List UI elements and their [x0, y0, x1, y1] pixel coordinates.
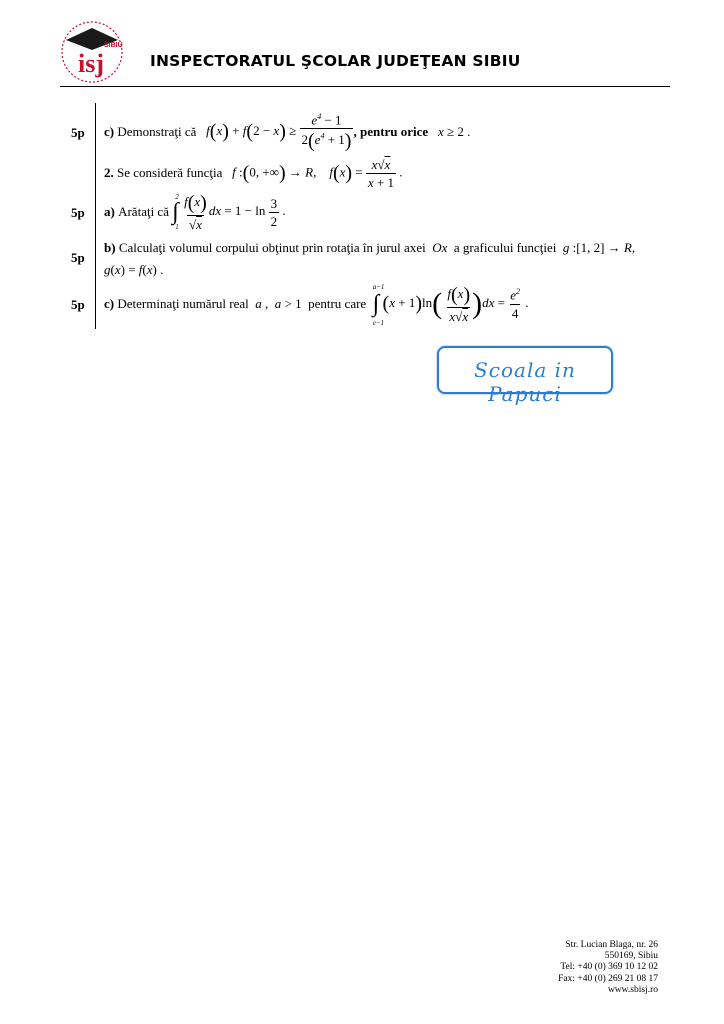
footer-street: Str. Lucian Blaga, nr. 26 — [565, 940, 658, 950]
logo-brand: SIBIU — [104, 42, 123, 49]
item-b — [104, 237, 664, 281]
points-c1: 5p — [71, 125, 85, 140]
isj-logo — [52, 14, 132, 86]
footer-website: www.sbisj.ro — [607, 984, 658, 995]
integral-c2: ∫ a−1 e−1 (x + 1)ln( $\frac{f(x)}{x√x}$ )dx = $\frac{e^2}{4}$ . — [372, 283, 529, 327]
points-a: 5p — [71, 205, 85, 220]
item-b-text2: a graficului funcţiei — [453, 240, 557, 255]
watermark-stamp — [437, 346, 613, 406]
c1-formula: f(x) + f(2 − x) ≥ $\frac{e^4 - 1}{2(e^4 + 1)}$ — [206, 111, 352, 153]
points-c2: 5p — [71, 297, 85, 312]
item-c1-label: c) — [104, 124, 115, 139]
logo-letters: isj — [78, 49, 104, 78]
item-a-label: a) — [104, 204, 115, 219]
function-definition: f :(0, +∞) → R, f(x) = $\frac{x√x}{x + 1}$ . — [232, 156, 403, 190]
footer-tel: Tel: +40 (0) 369 10 12 02 — [560, 962, 658, 973]
item-2-label: 2. — [104, 165, 114, 180]
watermark-text: Scoala in Papuci — [474, 358, 576, 406]
item-c1-tail: , pentru orice — [353, 124, 429, 139]
points-b: 5p — [71, 250, 85, 265]
axis-name: Ox — [432, 240, 448, 255]
item-c2: c) Determinaţi numărul real a , a > 1 pentru care ∫ a−1 e−1 (x + 1)ln( $\frac{f(x)}{x√x}$ )dx = $\frac{e^2}{4}$ . — [104, 283, 529, 327]
header-divider — [60, 86, 670, 87]
footer-fax: Fax: +40 (0) 269 21 08 17 — [558, 973, 658, 984]
item-c2-label: c) — [104, 296, 115, 311]
points-column-divider — [95, 103, 96, 329]
item-a — [104, 192, 286, 232]
item-c2-text: Determinaţi numărul real — [117, 296, 249, 311]
footer-address — [558, 940, 658, 996]
item-2 — [104, 155, 403, 191]
item-c1: c) Demonstraţi că f(x) + f(2 − x) ≥ $\frac{e^4 - 1}{2(e^4 + 1)}$ , pentru orice x ≥ 2 . — [104, 111, 471, 153]
item-c1-text: Demonstraţi că — [117, 124, 197, 139]
item-b-label: b) — [104, 240, 116, 255]
item-b-text: Calculaţi volumul corpului obţinut prin rotaţia în jurul axei — [118, 240, 426, 255]
integral-a: ∫ 2 1 $\frac{f(x)}{√x}$ dx = 1 − ln $\frac{3}{2}$ . — [172, 192, 286, 232]
function-g-domain: g :[1, 2] → R, — [562, 240, 636, 255]
footer-city: 550169, Sibiu — [604, 951, 658, 962]
page-title: INSPECTORATUL ŞCOLAR JUDEŢEAN SIBIU — [150, 52, 521, 70]
item-c2-text2: pentru care — [308, 296, 367, 311]
item-2-text: Se consideră funcţia — [117, 165, 223, 180]
function-g-definition: g(x) = f(x) . — [104, 262, 164, 277]
item-a-text: Arătaţi că — [118, 204, 169, 219]
